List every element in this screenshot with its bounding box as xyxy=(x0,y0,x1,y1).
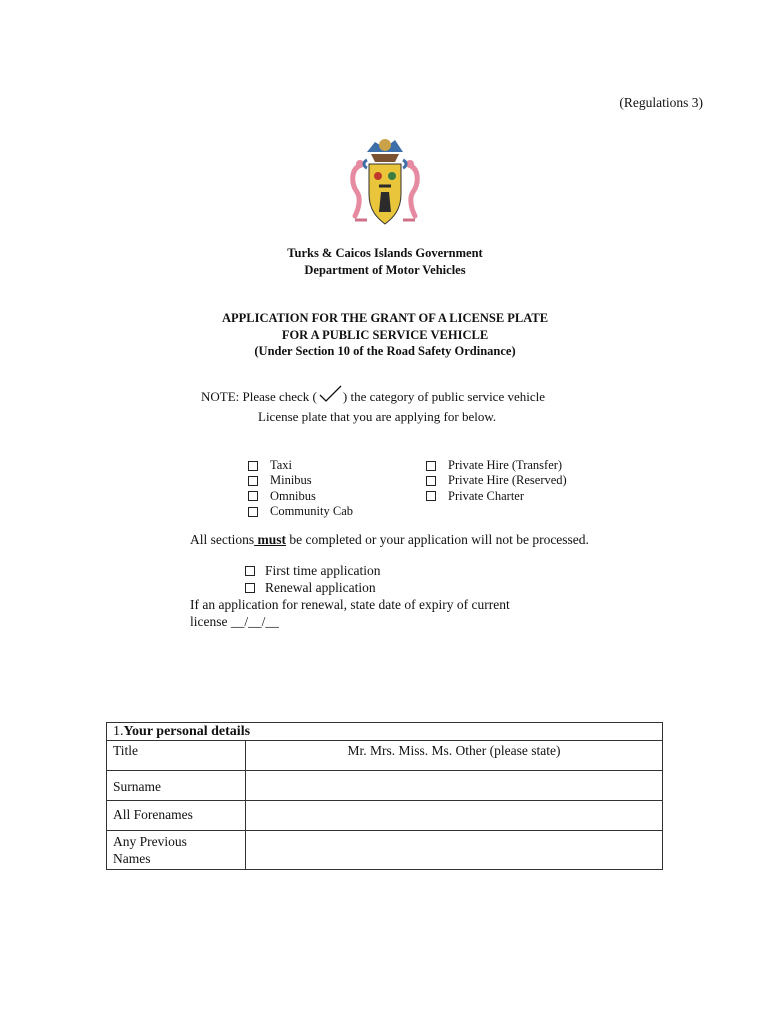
category-list-right xyxy=(426,458,567,504)
checkbox[interactable] xyxy=(248,507,258,517)
section-title: Your personal details xyxy=(123,724,251,739)
previous-names-field[interactable] xyxy=(246,831,663,870)
sections-notice-emphasis: must xyxy=(254,532,287,547)
category-option[interactable] xyxy=(248,473,353,488)
renewal-option[interactable] xyxy=(245,580,380,597)
category-label: Minibus xyxy=(270,473,312,488)
form-title-line-3: (Under Section 10 of the Road Safety Ordinance) xyxy=(254,344,516,358)
category-option[interactable] xyxy=(426,473,567,488)
category-list-left xyxy=(248,458,353,519)
personal-details-table xyxy=(106,722,663,870)
category-option[interactable] xyxy=(426,458,567,473)
field-label-line-2: Names xyxy=(113,851,151,866)
checkbox[interactable] xyxy=(426,491,436,501)
category-label: Private Hire (Transfer) xyxy=(448,458,563,472)
category-option[interactable] xyxy=(248,504,353,519)
note-text-start: NOTE: Please check ( xyxy=(201,389,317,404)
option-label: Renewal application xyxy=(265,579,376,595)
category-label: Private Hire (Reserved) xyxy=(448,473,567,488)
field-label: Surname xyxy=(107,771,246,801)
application-type-options xyxy=(245,563,380,596)
issuing-authority xyxy=(0,245,770,278)
regulation-reference: (Regulations 3) xyxy=(619,95,703,110)
category-label: Taxi xyxy=(270,458,293,472)
field-label xyxy=(107,831,246,870)
category-option[interactable] xyxy=(248,489,353,504)
checkbox[interactable] xyxy=(248,461,258,471)
category-label: Private Charter xyxy=(448,488,525,503)
forenames-field[interactable] xyxy=(246,801,663,831)
first-time-option[interactable] xyxy=(245,563,380,580)
checkbox[interactable] xyxy=(245,566,255,576)
field-label: All Forenames xyxy=(107,801,246,831)
note-instructions xyxy=(201,384,545,425)
table-row xyxy=(107,831,663,870)
sections-notice-start: All sections xyxy=(190,532,255,547)
government-name: Turks & Caicos Islands Government xyxy=(287,246,483,260)
sections-notice xyxy=(190,532,589,548)
table-row xyxy=(107,801,663,831)
field-label: Title xyxy=(107,741,246,771)
category-label: Community Cab xyxy=(270,503,353,518)
checkbox[interactable] xyxy=(426,476,436,486)
section-number: 1. xyxy=(113,724,124,739)
renewal-note-line-1: If an application for renewal, state date of expiry of current xyxy=(190,597,510,612)
checkbox[interactable] xyxy=(248,476,258,486)
note-text-end: ) the category of public service vehicle xyxy=(342,389,546,404)
renewal-expiry-note xyxy=(190,597,550,630)
sections-notice-end: be completed or your application will not be processed. xyxy=(286,532,589,547)
title-field[interactable]: Mr. Mrs. Miss. Ms. Other (please state) xyxy=(246,741,663,771)
checkbox[interactable] xyxy=(248,491,258,501)
checkmark-icon xyxy=(317,384,343,408)
form-title-line-2: FOR A PUBLIC SERVICE VEHICLE xyxy=(281,327,489,342)
form-title xyxy=(0,310,770,360)
form-title-line-1: APPLICATION FOR THE GRANT OF A LICENSE PLATE xyxy=(221,311,549,325)
category-option[interactable] xyxy=(426,489,567,504)
note-text-line-2: License plate that you are applying for below. xyxy=(258,409,497,424)
checkbox[interactable] xyxy=(245,583,255,593)
table-row xyxy=(107,741,663,771)
department-name: Department of Motor Vehicles xyxy=(304,262,466,277)
renewal-note-line-2[interactable]: license __/__/__ xyxy=(190,613,279,629)
checkbox[interactable] xyxy=(426,461,436,471)
option-label: First time application xyxy=(265,563,381,578)
table-row xyxy=(107,771,663,801)
section-heading xyxy=(107,723,663,741)
field-label-line-1: Any Previous xyxy=(113,834,187,849)
category-option[interactable] xyxy=(248,458,353,473)
category-label: Omnibus xyxy=(270,488,316,503)
coat-of-arms-icon xyxy=(345,136,425,228)
surname-field[interactable] xyxy=(246,771,663,801)
